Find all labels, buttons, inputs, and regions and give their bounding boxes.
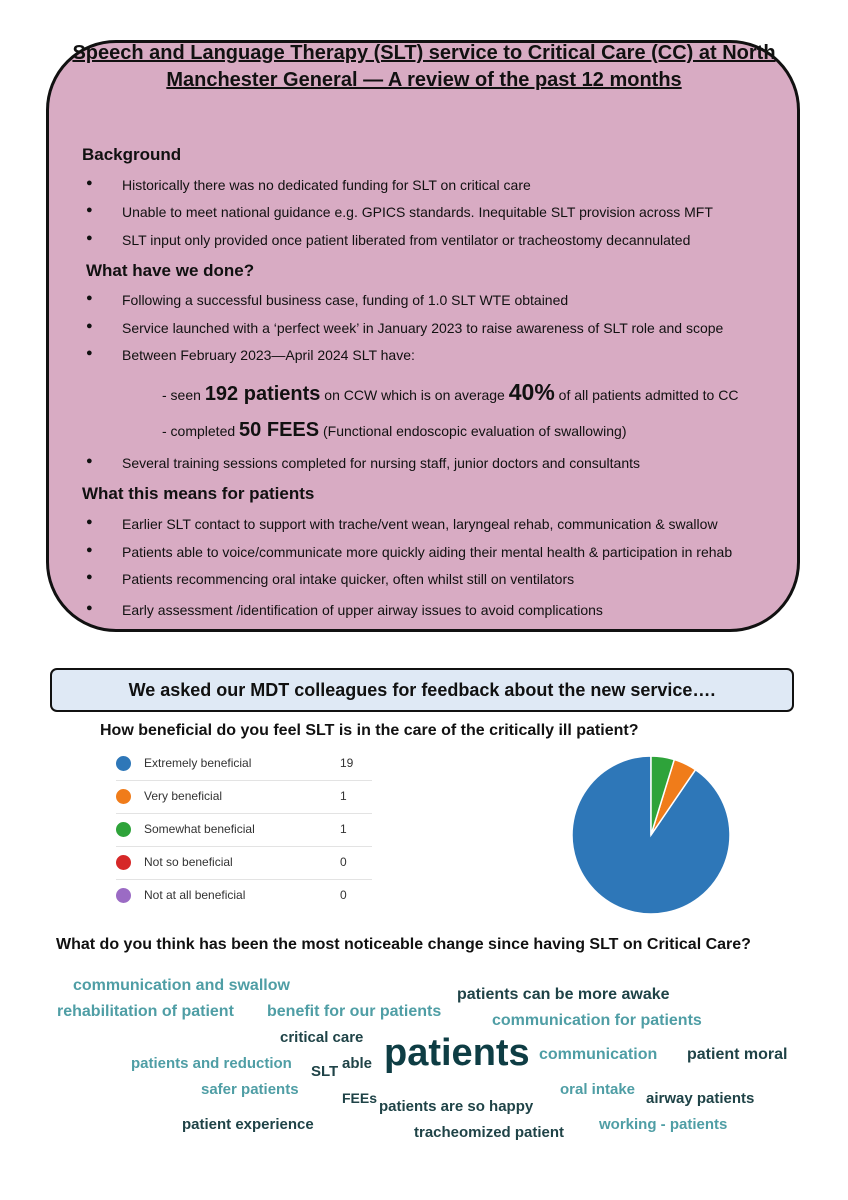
patients-count: 192 patients [204, 383, 321, 405]
feedback-banner: We asked our MDT colleagues for feedback about the new service…. [50, 668, 794, 712]
bullet-icon: ● [86, 544, 93, 556]
legend-count: 1 [340, 789, 347, 803]
word-cloud-term: SLT [311, 1063, 339, 1080]
word-cloud-term: working - patients [599, 1116, 728, 1133]
word-cloud-term: critical care [280, 1029, 364, 1046]
legend-swatch [116, 822, 131, 837]
title-line-2: Manchester General — A review of the past 12 months [166, 69, 682, 91]
word-cloud-term-top: patients [384, 1032, 530, 1074]
word-cloud-term: patient moral [687, 1046, 788, 1063]
legend-count: 0 [340, 855, 347, 869]
bullet-icon: ● [86, 320, 93, 332]
legend-swatch [116, 888, 131, 903]
legend-item [116, 754, 376, 774]
bullet-icon: ● [86, 292, 93, 304]
page-title [0, 40, 848, 94]
word-cloud-term: oral intake [560, 1081, 636, 1098]
legend-label: Not so beneficial [144, 855, 233, 869]
legend-item [116, 886, 376, 906]
bullet-icon: ● [86, 347, 93, 359]
word-cloud-term: airway patients [646, 1090, 755, 1107]
legend-item [116, 853, 376, 873]
legend-label: Very beneficial [144, 789, 223, 803]
word-cloud-term: benefit for our patients [267, 1003, 442, 1020]
word-cloud-term: FEEs [342, 1090, 378, 1106]
word-cloud-term: patient experience [182, 1116, 314, 1133]
bullet-icon: ● [86, 455, 93, 467]
bullet-icon: ● [86, 571, 93, 583]
legend-count: 0 [340, 888, 347, 902]
background-heading: Background [82, 145, 182, 164]
word-cloud-term: rehabilitation of patient [57, 1003, 234, 1020]
legend-separator [116, 780, 372, 781]
legend-label: Not at all beneficial [144, 888, 246, 902]
bullet-icon: ● [86, 232, 93, 244]
word-cloud-term: communication and swallow [73, 977, 290, 994]
legend-label: Extremely beneficial [144, 756, 252, 770]
legend-count: 19 [340, 756, 354, 770]
beneficial-pie-chart [566, 750, 736, 920]
bullet-icon: ● [86, 516, 93, 528]
legend-label: Somewhat beneficial [144, 822, 255, 836]
legend-swatch [116, 789, 131, 804]
legend-swatch [116, 756, 131, 771]
title-line-1: Speech and Language Therapy (SLT) service to Critical Care (CC) at North [72, 42, 776, 64]
stat-fees-completed: - completed 50 FEES (Functional endoscopic evaluation of swallowing) [162, 419, 627, 441]
word-cloud-term: patients are so happy [379, 1098, 534, 1115]
word-cloud-term: communication [539, 1046, 658, 1063]
what-means-heading: What this means for patients [82, 484, 315, 503]
question-beneficial: How beneficial do you feel SLT is in the care of the critically ill patient? [100, 722, 639, 739]
word-cloud-term: patients can be more awake [457, 986, 670, 1003]
stat-patients-seen: - seen 192 patients on CCW which is on average 40% of all patients admitted to CC [162, 379, 739, 405]
word-cloud-term: patients and reduction [131, 1055, 292, 1072]
bullet-icon: ● [86, 602, 93, 614]
fees-count: 50 FEES [239, 419, 320, 441]
percent-value: 40% [508, 379, 555, 405]
legend-item [116, 787, 376, 807]
legend-separator [116, 846, 372, 847]
legend-count: 1 [340, 822, 347, 836]
bullet-icon: ● [86, 204, 93, 216]
word-cloud-term: tracheomized patient [414, 1124, 565, 1141]
legend-swatch [116, 855, 131, 870]
word-cloud-term: safer patients [201, 1081, 299, 1098]
what-done-heading: What have we done? [86, 261, 255, 280]
word-cloud-term: communication for patients [492, 1012, 702, 1029]
bullet-icon: ● [86, 177, 93, 189]
word-cloud-term: able [342, 1055, 373, 1072]
legend-separator [116, 813, 372, 814]
legend-item [116, 820, 376, 840]
legend-separator [116, 879, 372, 880]
question-noticeable-change: What do you think has been the most noticeable change since having SLT on Critical Care? [56, 936, 751, 953]
